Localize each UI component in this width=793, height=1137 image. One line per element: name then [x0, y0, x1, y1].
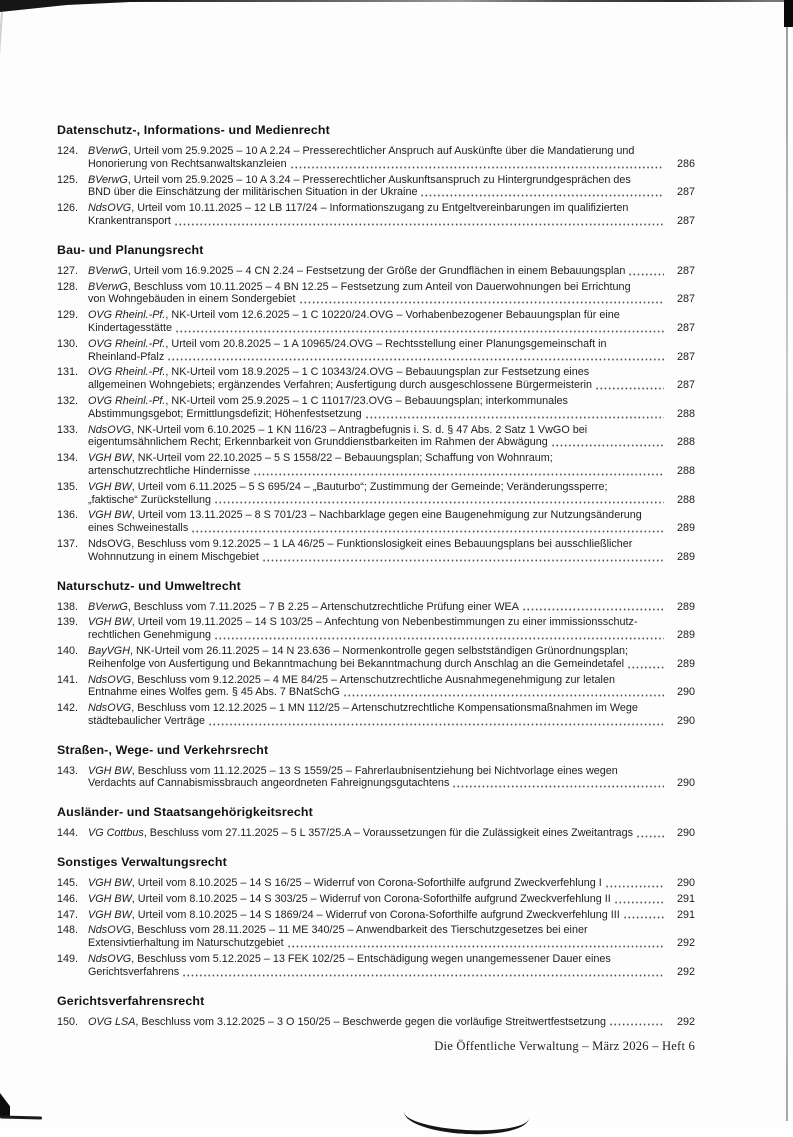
toc-item-line — [57, 686, 695, 699]
item-text: 126. NdsOVG, Urteil vom 10.11.2025 – 12 LB 117/24 – Informationszugang zu Entgeltvereinbarungen im qualifizierten — [57, 202, 629, 215]
toc-item — [57, 395, 695, 421]
court-name: BVerwG — [88, 145, 128, 157]
court-name: BVerwG — [88, 173, 128, 186]
page-number: 290 — [676, 827, 695, 840]
page-number: 287 — [676, 293, 695, 306]
court-name: NdsOVG — [88, 673, 132, 686]
page-number: 289 — [676, 657, 695, 670]
scan-artifact-bottom-left-streak — [0, 1115, 42, 1119]
scan-artifact-top-right-bar — [784, 0, 793, 27]
toc-item — [57, 645, 695, 671]
journal-footer-line: Die Öffentliche Verwaltung – März 2026 – Heft 6 — [434, 1039, 695, 1053]
item-text: 134. VGH BW, NK-Urteil vom 22.10.2025 – 5 S 1558/22 – Bebauungsplan; Schaffung von Wohnraum; — [57, 452, 553, 465]
item-number: 141. — [57, 673, 79, 686]
toc-item — [57, 765, 695, 791]
toc-item-line — [57, 909, 695, 922]
court-name: VGH BW — [88, 480, 132, 493]
toc-item-line — [57, 186, 695, 199]
toc-item-line — [57, 436, 695, 449]
toc-item-line — [57, 937, 695, 950]
court-name: OVG Rheinl.-Pf. — [88, 309, 166, 322]
toc-item-line — [57, 293, 695, 306]
page-number: 291 — [676, 892, 695, 905]
section-title: Gerichtsverfahrensrecht — [57, 993, 205, 1008]
page-number: 288 — [676, 436, 695, 449]
item-text: Reihenfolge von Ausfertigung und Bekanntmachung bei Bekanntmachung durch Anschlag an die Gemeindetafel — [88, 657, 625, 670]
court-name: VGH BW — [88, 616, 132, 629]
dot-leader — [605, 885, 664, 888]
dot-leader — [175, 330, 664, 333]
item-number: 142. — [57, 702, 79, 715]
toc-item — [57, 909, 695, 922]
toc-item-line — [57, 765, 695, 778]
item-text: 139. VGH BW, Urteil vom 19.11.2025 – 14 S 103/25 – Anfechtung von Nebenbestimmungen zu einer immissionsschutz- — [57, 616, 638, 629]
toc-item — [57, 366, 695, 392]
court-name: NdsOVG — [88, 202, 132, 215]
toc-item-line — [57, 408, 695, 421]
toc-item-line — [57, 281, 695, 294]
toc-item-line — [57, 877, 695, 890]
page-number: 290 — [676, 777, 695, 790]
page-number: 287 — [676, 321, 695, 334]
toc-item-line — [57, 827, 695, 840]
section-title: Straßen-, Wege- und Verkehrsrecht — [57, 742, 269, 757]
item-text: städtebaulicher Verträge — [88, 714, 206, 727]
item-number: 139. — [57, 616, 79, 629]
item-number: 149. — [57, 953, 79, 966]
court-name: NdsOVG — [88, 537, 132, 550]
court-name: NdsOVG — [88, 702, 132, 715]
page-number: 289 — [676, 600, 695, 613]
toc-item-line — [57, 777, 695, 790]
item-text: 140. BayVGH, NK-Urteil vom 26.11.2025 – 14 N 23.636 – Normenkontrolle gegen selbstständigen Grünordnungsplan; — [57, 644, 628, 657]
toc-item-line — [57, 551, 695, 564]
page-number: 287 — [676, 214, 695, 227]
item-text: eines Schweinestalls — [88, 522, 189, 535]
toc-item — [57, 338, 695, 364]
item-number: 131. — [57, 366, 79, 379]
court-name: NdsOVG — [88, 953, 132, 966]
dot-leader — [623, 916, 664, 919]
toc-item — [57, 674, 695, 700]
dot-leader — [167, 358, 664, 361]
toc-item-line — [57, 1016, 695, 1029]
scan-artifact-top-left-page-edge — [0, 12, 3, 64]
toc-item-line — [57, 924, 695, 937]
dot-leader — [299, 301, 665, 304]
page-number: 288 — [676, 464, 695, 477]
toc-item-line — [57, 702, 695, 715]
toc-item-line — [57, 616, 695, 629]
item-text: BND über die Einschätzung der militärischen Situation in der Ukraine — [88, 186, 418, 199]
item-text: 131. OVG Rheinl.-Pf., NK-Urteil vom 18.9.2025 – 1 C 10343/24.OVG – Bebauungsplan zur Festsetzung eines — [57, 366, 590, 379]
toc-item-line — [57, 351, 695, 364]
toc-item-line — [57, 379, 695, 392]
item-number: 132. — [57, 394, 79, 407]
dot-leader — [627, 666, 664, 669]
item-text: Krankentransport — [88, 214, 171, 227]
page-number: 290 — [676, 714, 695, 727]
court-name: OVG Rheinl.-Pf. — [88, 337, 166, 350]
dot-leader — [343, 694, 664, 697]
item-text: 136. VGH BW, Urteil vom 13.11.2025 – 8 S 701/23 – Nachbarklage gegen eine Baugenehmigung zur Nutzungsänderung — [57, 509, 642, 522]
item-text: 148. NdsOVG, Beschluss vom 28.11.2025 – 11 ME 340/25 – Anwendbarkeit des Tierschutzgesetzes bei einer — [57, 924, 588, 937]
toc-item — [57, 893, 695, 906]
section-title: Datenschutz-, Informations- und Medienrecht — [57, 123, 330, 137]
court-name: BVerwG — [88, 600, 128, 613]
toc-item-line — [57, 966, 695, 979]
section-title: Naturschutz- und Umweltrecht — [57, 578, 241, 593]
court-name: VGH BW — [88, 452, 132, 465]
dot-leader — [191, 530, 664, 533]
item-number: 134. — [57, 452, 79, 465]
item-number: 148. — [57, 924, 79, 937]
page-number: 287 — [676, 186, 695, 199]
item-number: 150. — [57, 1015, 79, 1028]
court-name: OVG Rheinl.-Pf. — [88, 366, 166, 379]
toc-item — [57, 265, 695, 278]
toc-item — [57, 145, 695, 171]
toc-item — [57, 509, 695, 535]
page-number: 292 — [676, 1015, 695, 1028]
item-number: 135. — [57, 480, 79, 493]
item-text: allgemeinen Wohngebiets; ergänzendes Verfahren; Ausfertigung durch ausgeschlossene Bürgermeisterin — [88, 379, 592, 392]
page-number: 287 — [676, 350, 695, 363]
toc-item — [57, 174, 695, 200]
item-text: Wohnnutzung in einem Mischgebiet — [88, 550, 259, 563]
item-number: 138. — [57, 600, 79, 613]
court-name: OVG Rheinl.-Pf. — [88, 394, 166, 407]
item-text: von Wohngebäuden in einem Sondergebiet — [88, 293, 296, 306]
court-name: OVG LSA — [88, 1015, 136, 1028]
item-text: Honorierung von Rechtsanwaltskanzleien — [88, 157, 287, 170]
toc-item — [57, 202, 695, 228]
dot-leader — [551, 444, 664, 447]
item-text: 132. OVG Rheinl.-Pf., NK-Urteil vom 25.9.2025 – 1 C 11017/23.OVG – Bebauungsplan; interkommunales — [57, 394, 568, 407]
item-text: 135. VGH BW, Urteil vom 6.11.2025 – 5 S 695/24 – „Bauturbo“; Zustimmung der Gemeinde; Veränderungssperre; — [57, 480, 608, 493]
item-text: 149. NdsOVG, Beschluss vom 5.12.2025 – 13 FEK 102/25 – Entschädigung wegen unangemessener Dauer eines — [57, 953, 611, 966]
item-number: 128. — [57, 280, 79, 293]
toc-item-line — [57, 953, 695, 966]
toc-item-line — [57, 629, 695, 642]
page-number: 289 — [676, 522, 695, 535]
toc-item — [57, 827, 695, 840]
toc-item-line — [57, 481, 695, 494]
dot-leader — [182, 974, 664, 977]
item-text: 124. BVerwG, Urteil vom 25.9.2025 – 10 A 2.24 – Presserechtlicher Anspruch auf Auskünfte über die Mandatierung und — [57, 145, 635, 157]
item-text: Verdachts auf Cannabismissbrauch angeordneten Fahreignungsgutachtens — [88, 777, 450, 790]
scan-artifact-bottom-page-curl — [403, 1093, 530, 1137]
dot-leader — [290, 166, 664, 169]
toc-item — [57, 1016, 695, 1029]
item-text: 127. BVerwG, Urteil vom 16.9.2025 – 4 CN 2.24 – Festsetzung der Größe der Grundflächen in einem Bebauungsplan — [57, 264, 626, 277]
item-text: Kindertagesstätte — [88, 321, 173, 334]
toc-item-line — [57, 145, 695, 158]
page-number: 289 — [676, 550, 695, 563]
toc-item — [57, 281, 695, 307]
item-text: Abstimmungsgebot; Ermittlungsdefizit; Höhenfestsetzung — [88, 407, 362, 420]
toc-item-line — [57, 465, 695, 478]
item-text: „faktische“ Zurückstellung — [88, 493, 212, 506]
court-name: NdsOVG — [88, 423, 132, 436]
dot-leader — [214, 501, 664, 504]
court-name: BVerwG — [88, 280, 128, 293]
toc-item-line — [57, 452, 695, 465]
item-text: 125. BVerwG, Urteil vom 25.9.2025 – 10 A 3.24 – Presserechtlicher Auskunftsanspruch zu Hintergrundgesprächen des — [57, 173, 631, 186]
toc-item — [57, 481, 695, 507]
item-text: Gerichtsverfahrens — [88, 965, 180, 978]
item-number: 140. — [57, 644, 79, 657]
dot-leader — [253, 473, 664, 476]
item-text: Extensivtierhaltung im Naturschutzgebiet — [88, 937, 284, 950]
item-number: 136. — [57, 509, 79, 522]
item-text: 133. NdsOVG, NK-Urteil vom 6.10.2025 – 1 KN 116/23 – Antragbefugnis i. S. d. § 47 Abs. 2 Satz 1 VwGO bei — [57, 423, 588, 436]
item-text: 137. NdsOVG, Beschluss vom 9.12.2025 – 1 LA 46/25 – Funktionslosigkeit eines Bebauungsplans bei ausschließlicher — [57, 537, 633, 550]
court-name: BVerwG — [88, 264, 128, 277]
item-text: Entnahme eines Wolfes gem. § 45 Abs. 7 BNatSchG — [88, 686, 340, 699]
toc-item — [57, 877, 695, 890]
toc-item-line — [57, 538, 695, 551]
scan-artifact-top-left-wedge — [0, 0, 175, 13]
item-text: 138. BVerwG, Beschluss vom 7.11.2025 – 7 B 2.25 – Artenschutzrechtliche Prüfung einer WEA — [57, 600, 519, 613]
toc-item — [57, 424, 695, 450]
dot-leader — [174, 223, 664, 226]
item-number: 125. — [57, 173, 79, 186]
toc-item — [57, 702, 695, 728]
scan-artifact-right-page-edge — [786, 27, 788, 1121]
section-title: Bau- und Planungsrecht — [57, 242, 204, 257]
item-number: 143. — [57, 764, 79, 777]
toc-item-line — [57, 522, 695, 535]
item-number: 146. — [57, 892, 79, 905]
item-text: 143. VGH BW, Beschluss vom 11.12.2025 – 13 S 1559/25 – Fahrerlaubnisentziehung bei Nichtvorlage eines wegen — [57, 764, 618, 777]
dot-leader — [609, 1023, 664, 1026]
item-number: 145. — [57, 877, 79, 890]
court-name: BayVGH — [88, 644, 131, 657]
toc-item-line — [57, 509, 695, 522]
toc-item-line — [57, 322, 695, 335]
item-text: 129. OVG Rheinl.-Pf., NK-Urteil vom 12.6.2025 – 1 C 10220/24.OVG – Vorhabenbezogener Bebauungsplan für eine — [57, 309, 620, 322]
item-text: artenschutzrechtliche Hindernisse — [88, 464, 251, 477]
toc-item-line — [57, 601, 695, 614]
court-name: VGH BW — [88, 509, 132, 522]
page-number: 292 — [676, 937, 695, 950]
item-number: 129. — [57, 309, 79, 322]
item-number: 126. — [57, 202, 79, 215]
page-number: 288 — [676, 407, 695, 420]
item-text: 146. VGH BW, Urteil vom 8.10.2025 – 14 S 303/25 – Widerruf von Corona-Soforthilfe aufgrund Zweckverfehlung II — [57, 892, 611, 905]
court-name: VGH BW — [88, 764, 132, 777]
page-number: 287 — [676, 379, 695, 392]
item-text: 130. OVG Rheinl.-Pf., Urteil vom 20.8.2025 – 1 A 10965/24.OVG – Rechtsstellung einer Planungsgemeinschaft in — [57, 337, 607, 350]
dot-leader — [628, 273, 664, 276]
dot-leader — [262, 559, 664, 562]
page-number: 286 — [676, 157, 695, 170]
item-text: rechtlichen Genehmigung — [88, 629, 212, 642]
page-number: 287 — [676, 264, 695, 277]
toc-item — [57, 616, 695, 642]
section-title: Ausländer- und Staatsangehörigkeitsrecht — [57, 805, 313, 820]
scan-artifact-bottom-left-wedge — [0, 1093, 10, 1117]
page-number: 290 — [676, 877, 695, 890]
item-number: 130. — [57, 337, 79, 350]
page-number: 291 — [676, 908, 695, 921]
page-number: 288 — [676, 493, 695, 506]
dot-leader — [614, 901, 664, 904]
dot-leader — [287, 945, 664, 948]
dot-leader — [452, 785, 664, 788]
toc-item-line — [57, 366, 695, 379]
court-name: NdsOVG — [88, 924, 132, 937]
toc-item — [57, 601, 695, 614]
page-number: 292 — [676, 965, 695, 978]
dot-leader — [636, 835, 664, 838]
item-number: 133. — [57, 423, 79, 436]
item-text: 147. VGH BW, Urteil vom 8.10.2025 – 14 S 1869/24 – Widerruf von Corona-Soforthilfe aufgrund Zweckverfehlung III — [57, 908, 620, 921]
item-number: 127. — [57, 264, 79, 277]
toc-item-line — [57, 158, 695, 171]
toc-sections — [57, 123, 695, 1028]
dot-leader — [595, 387, 664, 390]
item-text: 150. OVG LSA, Beschluss vom 3.12.2025 – 3 O 150/25 – Beschwerde gegen die vorläufige Streitwertfestsetzung — [57, 1015, 606, 1028]
item-text: 141. NdsOVG, Beschluss vom 9.12.2025 – 4 ME 84/25 – Artenschutzrechtliche Ausnahmegenehmigung zur letalen — [57, 673, 615, 686]
dot-leader — [365, 416, 664, 419]
court-name: VGH BW — [88, 892, 132, 905]
toc-item — [57, 538, 695, 564]
item-text: eigentumsähnlichem Recht; Erkennbarkeit von Grunddienstbarkeiten im Rahmen der Abwägung — [88, 436, 548, 449]
dot-leader — [214, 637, 664, 640]
toc-item-line — [57, 265, 695, 278]
dot-leader — [522, 608, 664, 611]
court-name: VG Cottbus — [88, 827, 144, 840]
toc-item — [57, 309, 695, 335]
item-text: 144. VG Cottbus, Beschluss vom 27.11.2025 – 5 L 357/25.A – Voraussetzungen für die Zulässigkeit eines Zweitantrags — [57, 827, 633, 840]
toc-item-line — [57, 215, 695, 228]
toc-item-line — [57, 494, 695, 507]
toc-item — [57, 452, 695, 478]
toc-item-line — [57, 893, 695, 906]
toc-item-line — [57, 174, 695, 187]
toc-item-line — [57, 309, 695, 322]
toc-item-line — [57, 715, 695, 728]
toc-item-line — [57, 658, 695, 671]
item-text: 142. NdsOVG, Beschluss vom 12.12.2025 – 1 MN 112/25 – Artenschutzrechtliche Kompensationsmaßnahmen im Wege — [57, 702, 638, 715]
page-number: 290 — [676, 686, 695, 699]
page-number: 289 — [676, 629, 695, 642]
toc-content — [57, 123, 695, 1031]
toc-item-line — [57, 645, 695, 658]
item-number: 144. — [57, 827, 79, 840]
item-text: 128. BVerwG, Beschluss vom 10.11.2025 – 4 BN 12.25 – Festsetzung zum Anteil von Dauerwohnungen bei Errichtung — [57, 280, 631, 293]
item-text: 145. VGH BW, Urteil vom 8.10.2025 – 14 S 16/25 – Widerruf von Corona-Soforthilfe aufgrund Zweckverfehlung I — [57, 877, 602, 890]
section-title: Sonstiges Verwaltungsrecht — [57, 855, 227, 870]
dot-leader — [208, 723, 664, 726]
toc-item-line — [57, 424, 695, 437]
item-number: 147. — [57, 908, 79, 921]
court-name: VGH BW — [88, 877, 132, 890]
item-number: 124. — [57, 145, 79, 157]
toc-item-line — [57, 395, 695, 408]
item-number: 137. — [57, 537, 79, 550]
toc-item — [57, 953, 695, 979]
toc-item-line — [57, 338, 695, 351]
item-text: Rheinland-Pfalz — [88, 350, 165, 363]
toc-item — [57, 924, 695, 950]
toc-item-line — [57, 202, 695, 215]
scan-artifact-top-edge — [0, 0, 793, 2]
toc-item-line — [57, 674, 695, 687]
court-name: VGH BW — [88, 908, 132, 921]
dot-leader — [420, 194, 664, 197]
